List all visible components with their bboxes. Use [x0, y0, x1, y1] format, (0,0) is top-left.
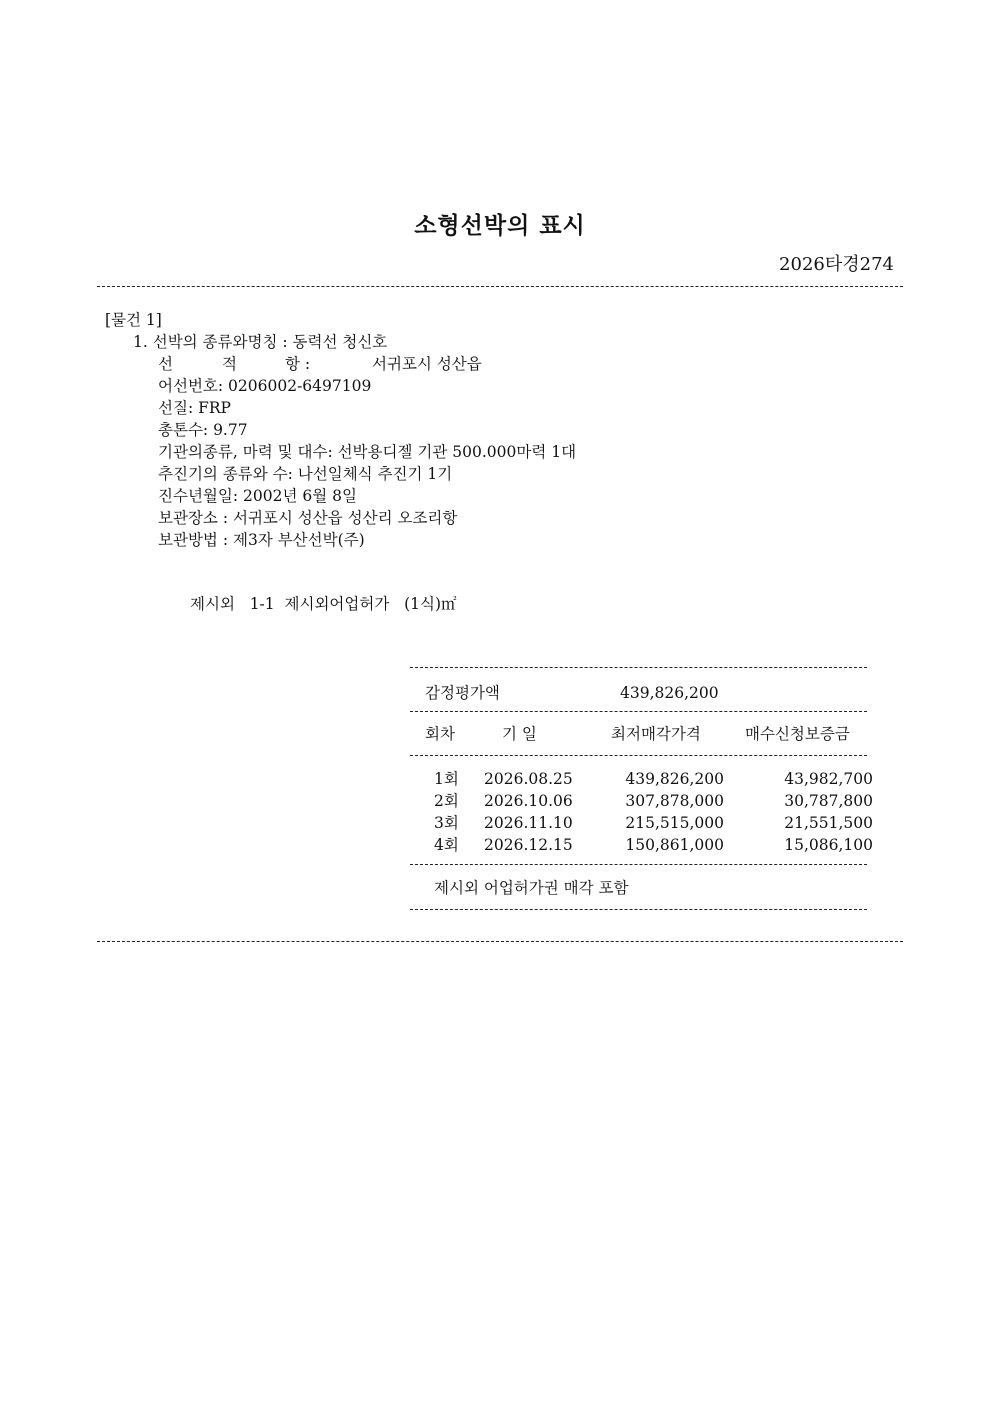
launch-date: 진수년월일: 2002년 6월 8일	[158, 487, 357, 505]
port-label-char3: 항 :	[285, 355, 311, 373]
row-date: 2026.11.10	[484, 814, 573, 832]
row-min-price: 439,826,200	[625, 770, 724, 788]
excluded-items: 제시외 1-1 제시외어업허가 (1식)㎡	[190, 595, 457, 613]
header-deposit: 매수신청보증금	[745, 725, 850, 743]
row-date: 2026.10.06	[484, 792, 573, 810]
row-date: 2026.08.25	[484, 770, 573, 788]
header-round: 회차	[425, 725, 455, 743]
row-deposit: 21,551,500	[784, 814, 873, 832]
table-rule-4	[410, 864, 867, 865]
header-min-price: 최저매각가격	[611, 725, 701, 743]
row-round: 4회	[434, 836, 459, 854]
row-min-price: 215,515,000	[625, 814, 724, 832]
case-number: 2026타경274	[779, 254, 894, 275]
port-value: 서귀포시 성산읍	[372, 355, 482, 373]
gross-tonnage: 총톤수: 9.77	[158, 421, 248, 439]
table-rule-top	[410, 667, 867, 668]
top-divider	[97, 286, 903, 287]
storage-method: 보관방법 : 제3자 부산선박(주)	[158, 531, 365, 549]
row-date: 2026.12.15	[484, 836, 573, 854]
row-min-price: 150,861,000	[625, 836, 724, 854]
row-round: 1회	[434, 770, 459, 788]
ship-type-name: 1. 선박의 종류와명칭 : 동력선 청신호	[133, 333, 388, 351]
hull-material: 선질: FRP	[158, 399, 231, 417]
item-header: [물건 1]	[105, 311, 162, 329]
row-deposit: 15,086,100	[784, 836, 873, 854]
appraisal-label: 감정평가액	[425, 684, 500, 702]
row-min-price: 307,878,000	[625, 792, 724, 810]
port-label-char2: 적	[222, 355, 237, 373]
header-date: 기 일	[502, 725, 537, 743]
appraisal-value: 439,826,200	[620, 684, 719, 702]
table-rule-2	[410, 711, 867, 712]
document-title: 소형선박의 표시	[414, 213, 586, 239]
row-round: 2회	[434, 792, 459, 810]
table-rule-3	[410, 755, 867, 756]
table-rule-bottom	[410, 909, 867, 910]
row-deposit: 30,787,800	[784, 792, 873, 810]
engine-info: 기관의종류, 마력 및 대수: 선박용디젤 기관 500.000마력 1대	[158, 443, 577, 461]
port-label-char1: 선	[158, 355, 173, 373]
bottom-divider	[97, 941, 903, 942]
fishing-vessel-number: 어선번호: 0206002-6497109	[158, 377, 372, 395]
row-round: 3회	[434, 814, 459, 832]
propeller-info: 추진기의 종류와 수: 나선일체식 추진기 1기	[158, 465, 453, 483]
storage-place: 보관장소 : 서귀포시 성산읍 성산리 오조리항	[158, 509, 458, 527]
row-deposit: 43,982,700	[784, 770, 873, 788]
auction-note: 제시외 어업허가권 매각 포함	[434, 879, 629, 897]
